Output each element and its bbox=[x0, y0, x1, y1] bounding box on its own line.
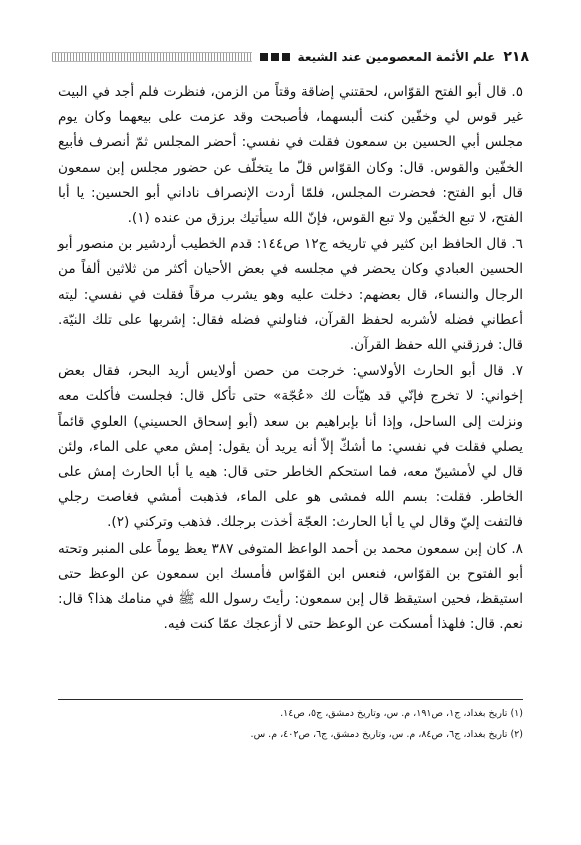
paragraph-6: ٦. قال الحافظ ابن كثير في تاريخه ج١٢ ص١٤٤: قدم الخطيب أردشير بن منصور أبو الحسين العبادي وكان يحضر في مجلسه في بعض الأحيان أكثر من ثلاثين ألفاً من الرجال والنساء، قال بعضهم: دخلت عليه وهو يشرب مرقاً فقلت في نفسي: ليته أعطاني فضله لأشربه لحفظ القرآن، فناولني فضله فقال: إشربها على تلك النيّة. قال: فرزقني الله حفظ القرآن. bbox=[58, 236, 523, 354]
header-ornament-squares bbox=[260, 53, 290, 61]
ornament-square bbox=[260, 53, 268, 61]
main-text bbox=[58, 80, 523, 638]
footnote-1: (١) تاريخ بغداد، ج١، ص١٩١، م. س، وتاريخ دمشق، ج٥، ص١٤. bbox=[280, 708, 523, 719]
footnotes bbox=[58, 699, 523, 745]
ornament-square bbox=[282, 53, 290, 61]
paragraph-5: ٥. قال أبو الفتح القوّاس، لحقتني إضاقة وقتاً من الزمن، فنظرت فلم أجد في البيت غير قوس لي وخفّين كنت ألبسهما، فأصبحت وقد عزمت على بيعهما وكان يوم مجلس أبي الحسين بن سمعون فقلت في نفسي: أحضر المجلس ثمّ أنصرف فأبيع الخفّين والقوس. قال: وكان القوّاس قلّ ما يتخلّف عن حضور مجلس إبن سمعون قال أبو الفتح: فحضرت المجلس، فلمّا أردت الإنصراف ناداني أبو الحسين: يا أبا الفتح، لا تبع الخفّين ولا تبع القوس، فإنّ الله سيأتيك برزق من عنده (١). bbox=[58, 84, 523, 227]
page-header bbox=[52, 44, 529, 70]
running-title: علم الأئمة المعصومين عند الشيعة bbox=[297, 50, 496, 64]
header-hatched-rule bbox=[52, 52, 252, 62]
page-number: ٢١٨ bbox=[503, 49, 529, 65]
footnote-2: (٢) تاريخ بغداد، ج٦، ص٨٤، م. س، وتاريخ دمشق، ج٦، ص٤٠٢، م. س. bbox=[250, 729, 523, 740]
ornament-square bbox=[271, 53, 279, 61]
paragraph-7: ٧. قال أبو الحارث الأولاسي: خرجت من حصن أولايس أريد البحر، فقال بعض إخواني: لا تخرج فإنّي قد هيّأت لك «عُجّة» حتى تأكل قال: فجلست فأكلت معه ونزلت إلى الساحل، وإذا أنا بإبراهيم بن سعد (أبو إسحاق الحسيني) العلوي قائماً يصلي فقلت في نفسي: ما أشكّ إلاّ أنه يريد أن يقول: إمش معي على الماء، ولئن قال لي لأمشينّ معه، فما استحكم الخاطر حتى قال: هيه يا أبا الحارث إمش على الخاطر. فقلت: بسم الله فمشى هو على الماء، فذهبت أمشي فغاصت رجلي فالتفت إليّ وقال لي يا أبا الحارث: العجّة أخذت برجلك. فذهب وتركني (٢). bbox=[58, 363, 523, 531]
paragraph-8: ٨. كان إبن سمعون محمد بن أحمد الواعظ المتوفى ٣٨٧ يعظ يوماً على المنبر وتحته أبو الفتوح بن القوّاس، فنعس ابن القوّاس فأمسك ابن سمعون عن الوعظ حتى استيقظ، فحين استيقظ قال إبن سمعون: رأيتَ رسول الله ﷺ في منامك هذا؟ قال: نعم. قال: فلهذا أمسكت عن الوعظ حتى لا أزعجك عمّا كنت فيه. bbox=[58, 540, 523, 633]
